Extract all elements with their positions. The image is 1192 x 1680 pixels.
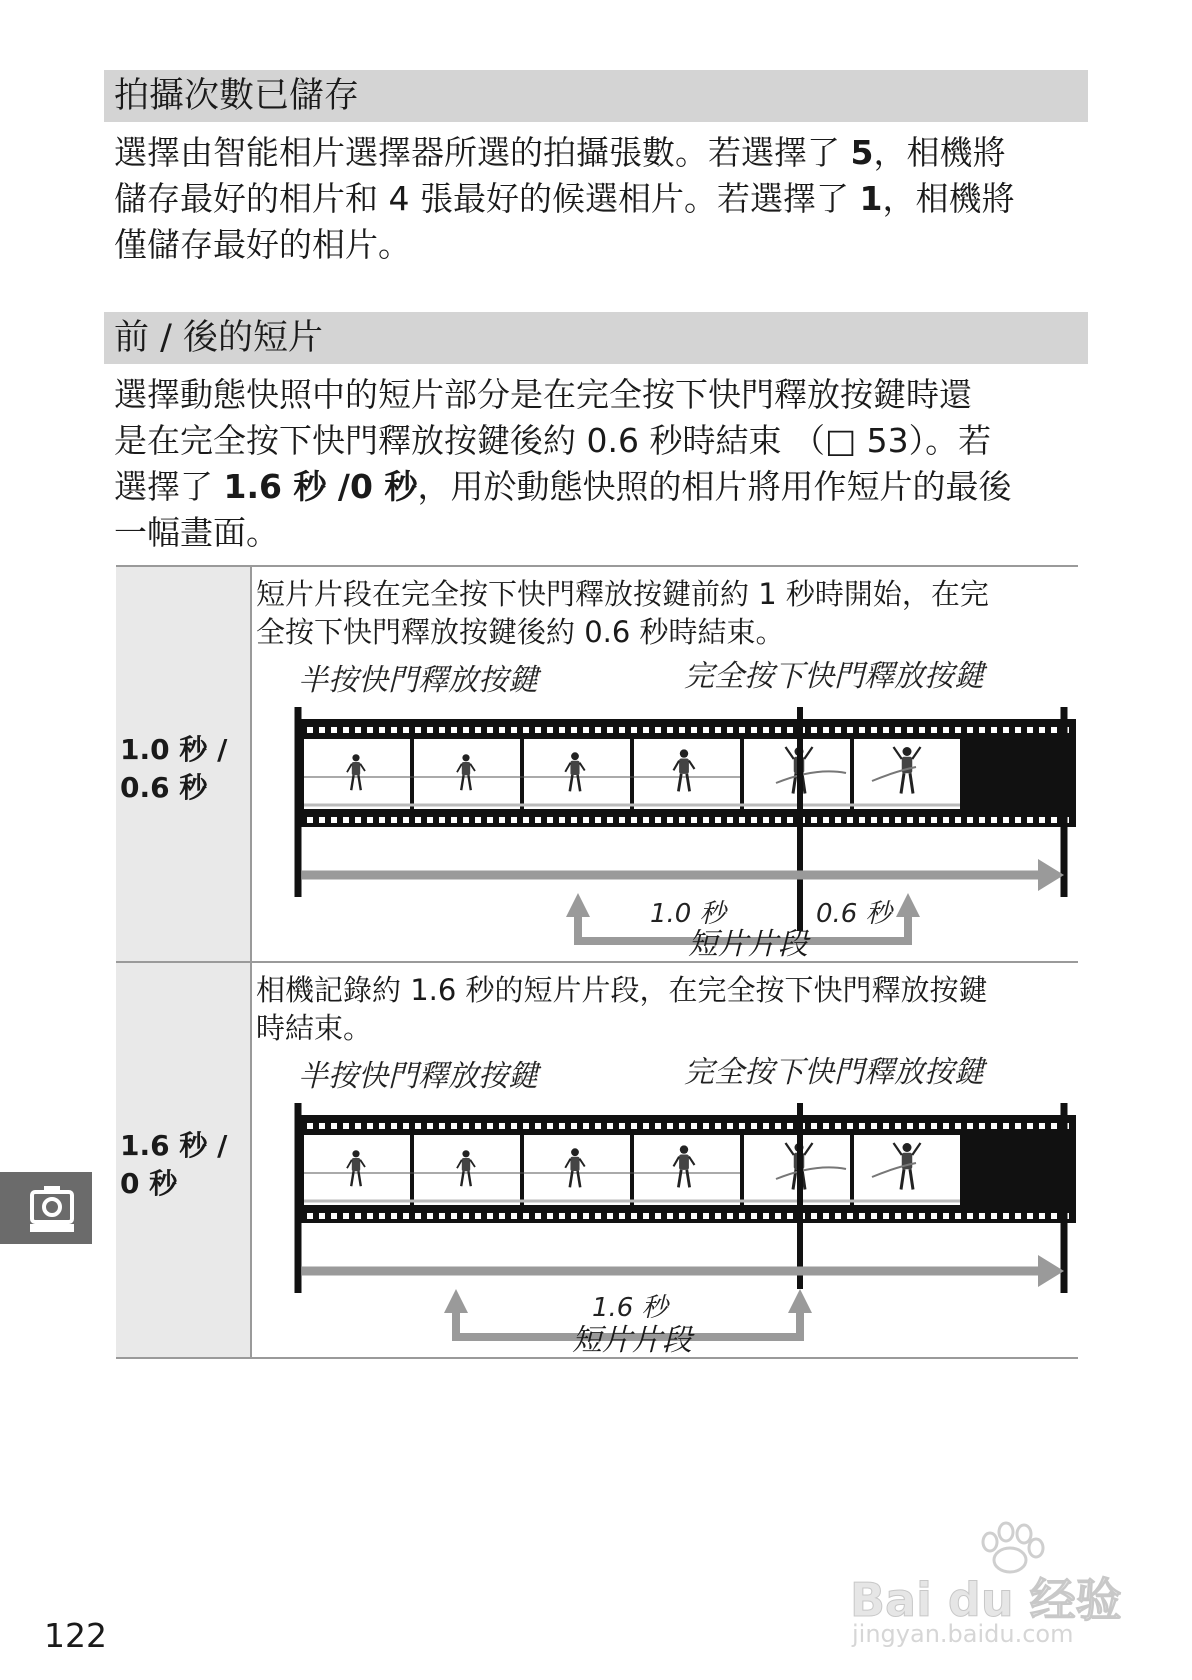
caption-half-press: 半按快門釋放按鍵 bbox=[298, 1059, 538, 1094]
page-number: 122 bbox=[44, 1616, 107, 1655]
table-row bbox=[116, 963, 1078, 1357]
option-description: 相機記錄約 1.6 秒的短片片段，在完全按下快門釋放按鍵 時結束。 bbox=[256, 973, 988, 1045]
section-body-shots-saved: 選擇由智能相片選擇器所選的拍攝張數。若選擇了 5，相機將 儲存最好的相片和 4 張最好的候選相片。若選擇了 1，相機將 僅儲存最好的相片。 bbox=[114, 133, 1015, 264]
watermark-brand: Bai du 经验 bbox=[850, 1573, 1122, 1627]
caption-full-press: 完全按下快門釋放按鍵 bbox=[684, 659, 984, 694]
duration-after-label: 0.6 秒 bbox=[816, 899, 892, 929]
film-timeline-diagram bbox=[256, 655, 1076, 955]
film-timeline-diagram bbox=[256, 1051, 1076, 1351]
side-tab bbox=[0, 1172, 92, 1244]
duration-before-label: 1.0 秒 bbox=[650, 899, 726, 929]
option-label-cell bbox=[116, 963, 252, 1357]
clip-segment-label: 短片片段 bbox=[572, 1323, 692, 1358]
caption-full-press: 完全按下快門釋放按鍵 bbox=[684, 1055, 984, 1090]
watermark-url: jingyan.baidu.com bbox=[852, 1620, 1074, 1648]
options-table bbox=[116, 565, 1078, 1359]
camera-menu-icon bbox=[0, 1172, 92, 1244]
section-heading-before-after: 前 / 後的短片 bbox=[104, 312, 1088, 364]
option-label: 1.6 秒 / 0 秒 bbox=[120, 1129, 228, 1200]
clip-segment-label: 短片片段 bbox=[688, 927, 808, 962]
baidu-watermark bbox=[850, 1520, 1150, 1650]
option-label: 1.0 秒 / 0.6 秒 bbox=[120, 733, 228, 804]
duration-label: 1.6 秒 bbox=[592, 1293, 668, 1323]
caption-half-press: 半按快門釋放按鍵 bbox=[298, 663, 538, 698]
table-row bbox=[116, 567, 1078, 963]
option-description: 短片片段在完全按下快門釋放按鍵前約 1 秒時開始，在完 全按下快門釋放按鍵後約 0.6 秒時結束。 bbox=[256, 577, 989, 649]
option-label-cell bbox=[116, 567, 252, 961]
section-body-before-after: 選擇動態快照中的短片部分是在完全按下快門釋放按鍵時還 是在完全按下快門釋放按鍵後約 0.6 秒時結束 （□ 53）。若 選擇了 1.6 秒 /0 秒，用於動態快照的相片將用作短片的最後 一幅畫面。 bbox=[114, 375, 1012, 552]
section-heading-shots-saved: 拍攝次數已儲存 bbox=[104, 70, 1088, 122]
